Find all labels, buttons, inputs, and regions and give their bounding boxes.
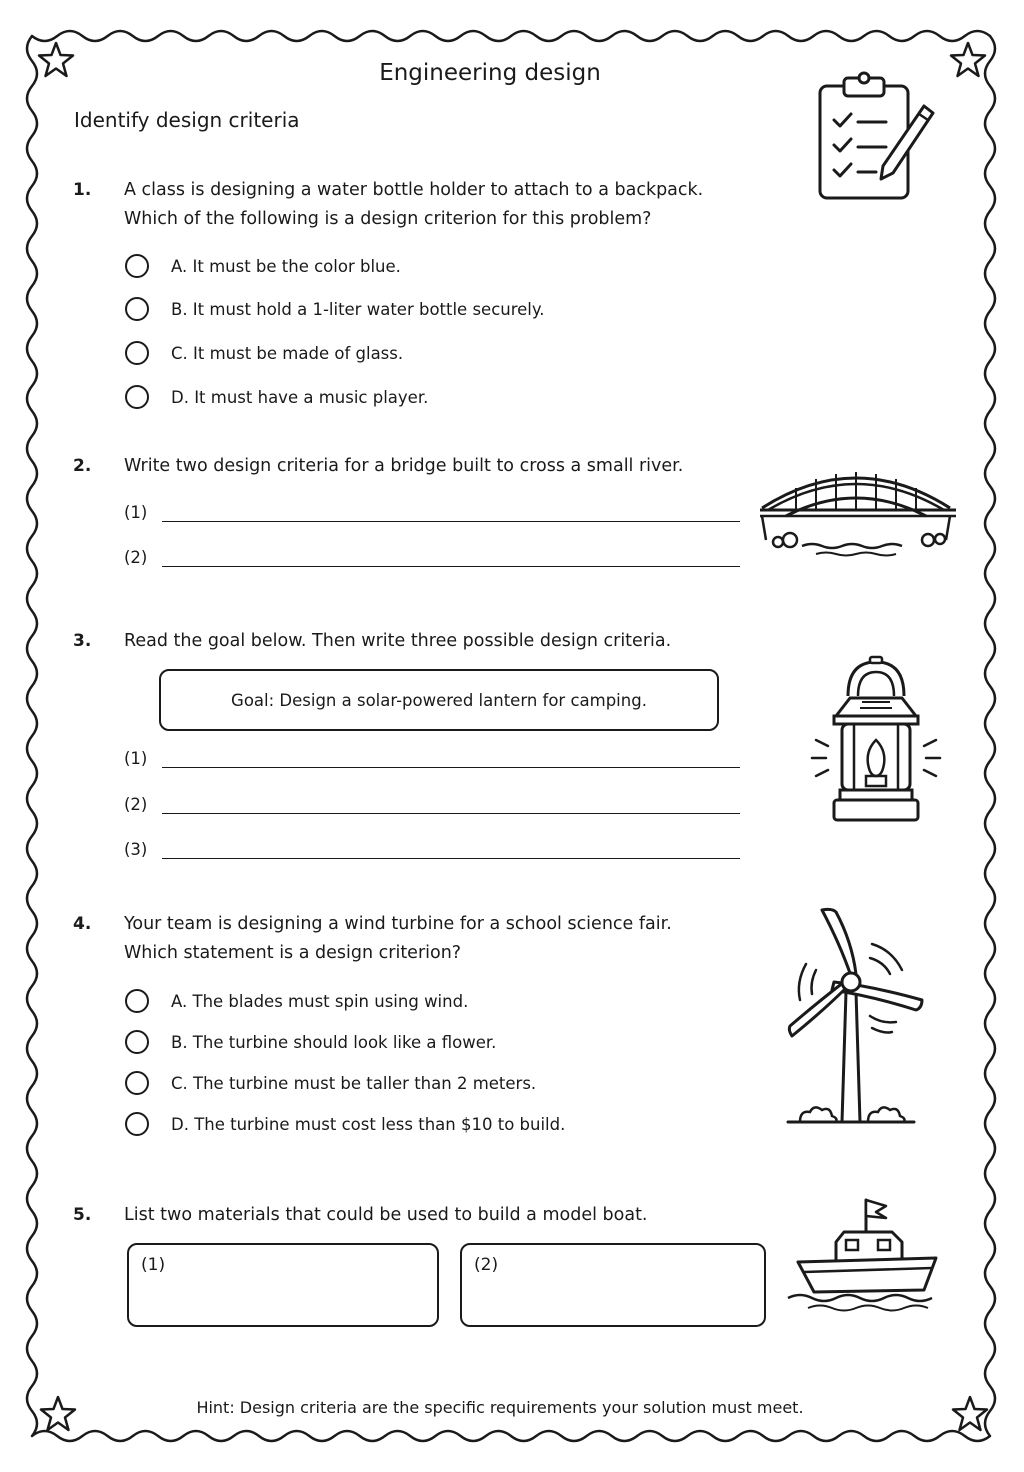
- material-box-1[interactable]: [127, 1243, 439, 1327]
- option-b[interactable]: [125, 294, 545, 324]
- lantern-icon: [806, 654, 946, 826]
- question-text: List two materials that could be used to build a model boat.: [124, 1205, 648, 1225]
- option-b[interactable]: [125, 1027, 565, 1057]
- question-text-line: Which statement is a design criterion?: [124, 943, 462, 963]
- radio-button[interactable]: [125, 385, 149, 409]
- option-label: A. It must be the color blue.: [171, 256, 401, 276]
- question-text: Write two design criteria for a bridge built to cross a small river.: [124, 456, 684, 476]
- question-text: [124, 176, 703, 234]
- option-list: [125, 251, 545, 412]
- question-number: 2.: [73, 456, 92, 476]
- box-label: (1): [141, 1255, 166, 1275]
- option-c[interactable]: [125, 1068, 565, 1098]
- option-label: A. The blades must spin using wind.: [171, 991, 469, 1011]
- hint-text: Hint: Design criteria are the specific requirements your solution must meet.: [196, 1398, 804, 1417]
- goal-box: Goal: Design a solar-powered lantern for camping.: [159, 669, 719, 731]
- answer-row: [124, 749, 740, 768]
- question-text-line: A class is designing a water bottle holder to attach to a backpack.: [124, 180, 704, 200]
- material-box-2[interactable]: [460, 1243, 766, 1327]
- option-c[interactable]: [125, 338, 545, 368]
- option-list: [125, 986, 565, 1139]
- question-number: 1.: [73, 180, 92, 200]
- option-a[interactable]: [125, 251, 545, 281]
- answer-label: (2): [124, 548, 148, 567]
- radio-button[interactable]: [125, 297, 149, 321]
- question-text-line: Your team is designing a wind turbine for a school science fair.: [124, 914, 672, 934]
- boat-icon: [784, 1192, 952, 1316]
- option-d[interactable]: [125, 1109, 565, 1139]
- answer-label: (3): [124, 840, 148, 859]
- answer-row: [124, 840, 740, 859]
- option-label: B. It must hold a 1-liter water bottle securely.: [171, 299, 545, 319]
- answer-line[interactable]: [162, 840, 740, 859]
- page-subtitle: Identify design criteria: [74, 108, 300, 132]
- box-label: (2): [474, 1255, 499, 1275]
- answer-row: [124, 503, 740, 522]
- radio-button[interactable]: [125, 989, 149, 1013]
- answer-label: (2): [124, 795, 148, 814]
- question-number: 5.: [73, 1205, 92, 1225]
- answer-line[interactable]: [162, 548, 740, 567]
- option-label: D. The turbine must cost less than $10 to build.: [171, 1114, 566, 1134]
- answer-line[interactable]: [162, 795, 740, 814]
- answer-line[interactable]: [162, 749, 740, 768]
- option-label: B. The turbine should look like a flower.: [171, 1032, 497, 1052]
- option-a[interactable]: [125, 986, 565, 1016]
- radio-button[interactable]: [125, 1030, 149, 1054]
- answer-row: [124, 548, 740, 567]
- radio-button[interactable]: [125, 341, 149, 365]
- question-text: Read the goal below. Then write three possible design criteria.: [124, 631, 672, 651]
- radio-button[interactable]: [125, 1071, 149, 1095]
- option-d[interactable]: [125, 382, 545, 412]
- answer-label: (1): [124, 749, 148, 768]
- page-title: Engineering design: [379, 60, 601, 86]
- radio-button[interactable]: [125, 1112, 149, 1136]
- option-label: C. The turbine must be taller than 2 meters.: [171, 1073, 537, 1093]
- wind-turbine-icon: [786, 904, 921, 1130]
- question-text-line: Which of the following is a design criterion for this problem?: [124, 209, 652, 229]
- question-number: 4.: [73, 914, 92, 934]
- option-label: D. It must have a music player.: [171, 387, 429, 407]
- option-label: C. It must be made of glass.: [171, 343, 404, 363]
- clipboard-checklist-icon: [812, 70, 942, 205]
- answer-row: [124, 795, 740, 814]
- bridge-icon: [756, 460, 961, 560]
- answer-label: (1): [124, 503, 148, 522]
- radio-button[interactable]: [125, 254, 149, 278]
- answer-line[interactable]: [162, 503, 740, 522]
- question-text: [124, 910, 672, 968]
- question-number: 3.: [73, 631, 92, 651]
